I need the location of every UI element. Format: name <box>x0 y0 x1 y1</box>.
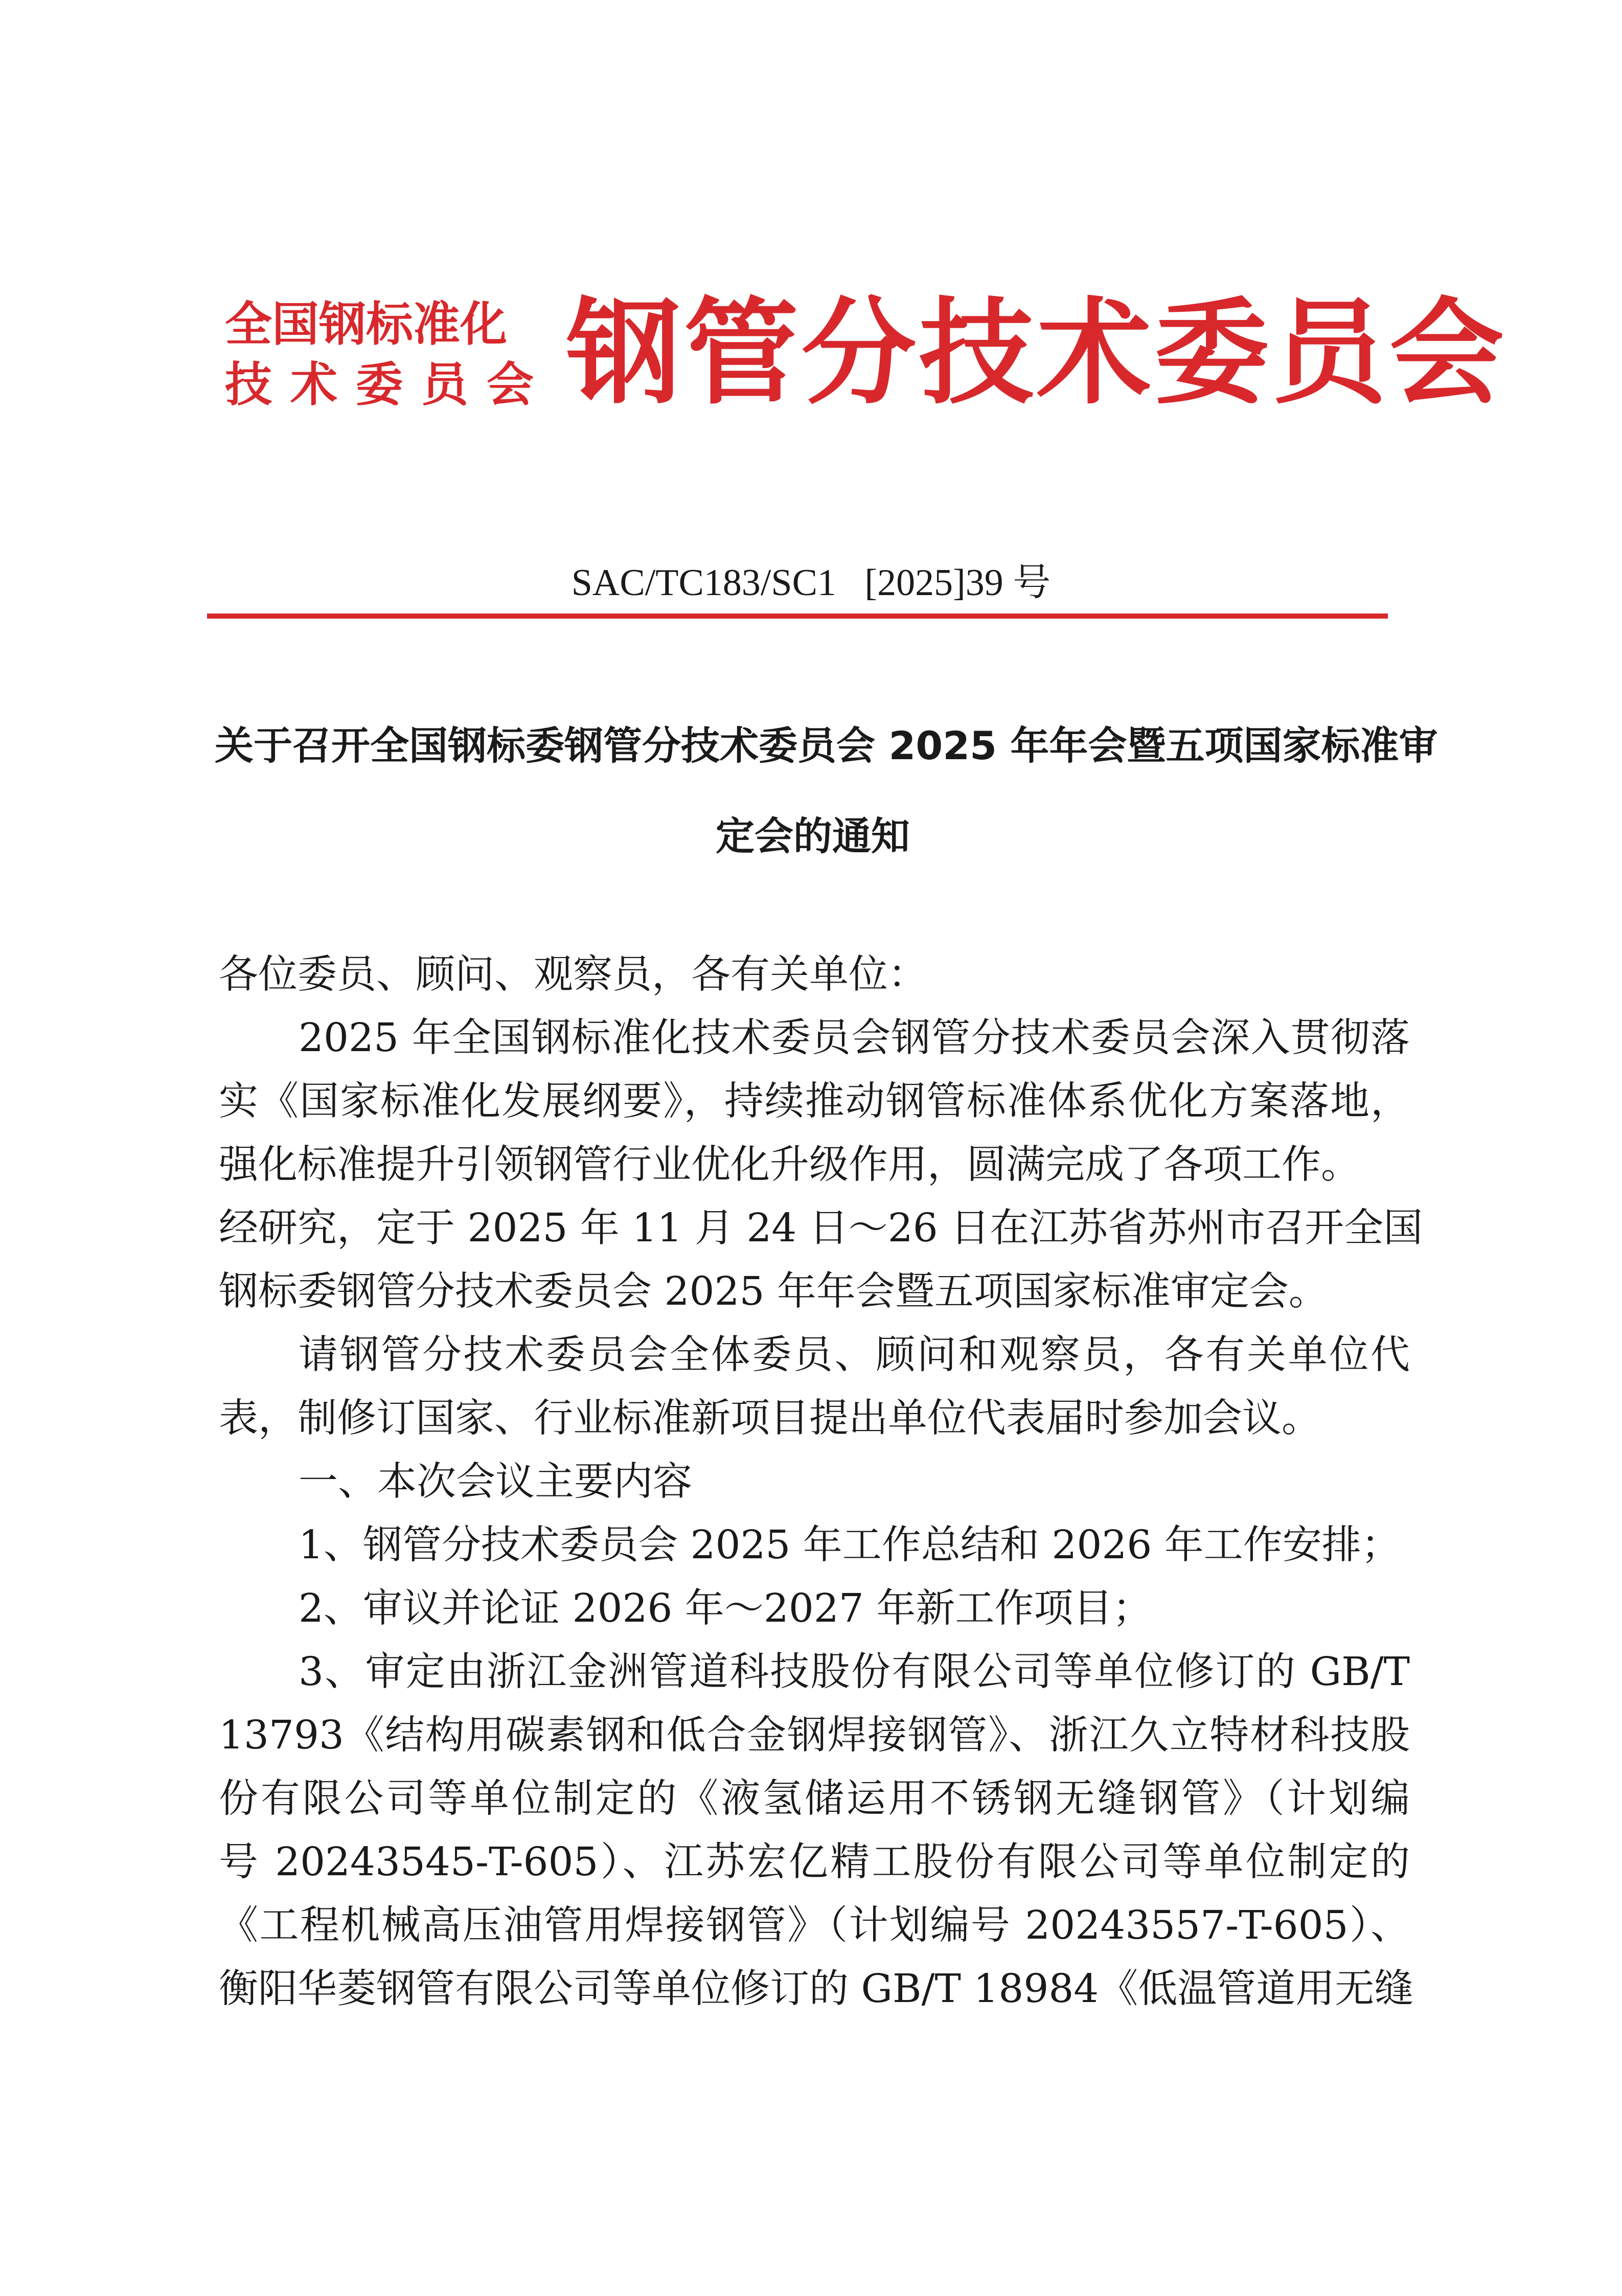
organization-name-line2: 技术委员会 <box>225 357 553 412</box>
paragraph-line: 13793《结构用碳素钢和低合金钢焊接钢管》、浙江久立特材科技股 <box>219 1713 1410 1758</box>
list-item: 2、审议并论证 2026 年～2027 年新工作项目； <box>299 1586 1152 1631</box>
paragraph-line: 份有限公司等单位制定的《液氢储运用不锈钢无缝钢管》（计划编 <box>219 1776 1410 1822</box>
subcommittee-name: 钢管分技术委员会 <box>566 285 1507 420</box>
organization-name-line1: 全国钢标准化 <box>225 297 508 352</box>
red-divider-line <box>207 613 1388 619</box>
title-line-1: 关于召开全国钢标委钢管分技术委员会 2025 年年会暨五项国家标准审 <box>215 723 1438 768</box>
paragraph-line: 号 20243545-T-605）、江苏宏亿精工股份有限公司等单位制定的 <box>219 1839 1410 1885</box>
list-item: 3、审定由浙江金洲管道科技股份有限公司等单位修订的 GB/T <box>299 1649 1410 1695</box>
organization-name <box>225 294 553 415</box>
document-title <box>215 700 1438 881</box>
paragraph-line: 2025 年全国钢标准化技术委员会钢管分技术委员会深入贯彻落 <box>299 1015 1410 1061</box>
salutation: 各位委员、顾问、观察员，各有关单位： <box>219 952 927 997</box>
section-heading: 一、本次会议主要内容 <box>299 1459 692 1505</box>
document-number: SAC/TC183/SC1 [2025]39 号 <box>571 562 1051 604</box>
paragraph-line: 请钢管分技术委员会全体委员、顾问和观察员，各有关单位代 <box>299 1332 1410 1378</box>
paragraph-line: 表，制修订国家、行业标准新项目提出单位代表届时参加会议。 <box>219 1396 1321 1441</box>
title-line-2: 定会的通知 <box>716 813 910 859</box>
paragraph-line: 经研究，定于 2025 年 11 月 24 日～26 日在江苏省苏州市召开全国 <box>219 1206 1423 1251</box>
list-item: 1、钢管分技术委员会 2025 年工作总结和 2026 年工作安排； <box>299 1522 1401 1568</box>
paragraph-line: 强化标准提升引领钢管行业优化升级作用，圆满完成了各项工作。 <box>219 1142 1360 1188</box>
paragraph-line: 衡阳华菱钢管有限公司等单位修订的 GB/T 18984《低温管道用无缝 <box>219 1966 1414 2012</box>
paragraph-line: 钢标委钢管分技术委员会 2025 年年会暨五项国家标准审定会。 <box>219 1269 1328 1314</box>
letterhead <box>225 284 1507 422</box>
paragraph-line: 《工程机械高压油管用焊接钢管》（计划编号 20243557-T-605）、 <box>219 1903 1410 1948</box>
paragraph-line: 实《国家标准化发展纲要》，持续推动钢管标准体系优化方案落地， <box>219 1079 1410 1124</box>
